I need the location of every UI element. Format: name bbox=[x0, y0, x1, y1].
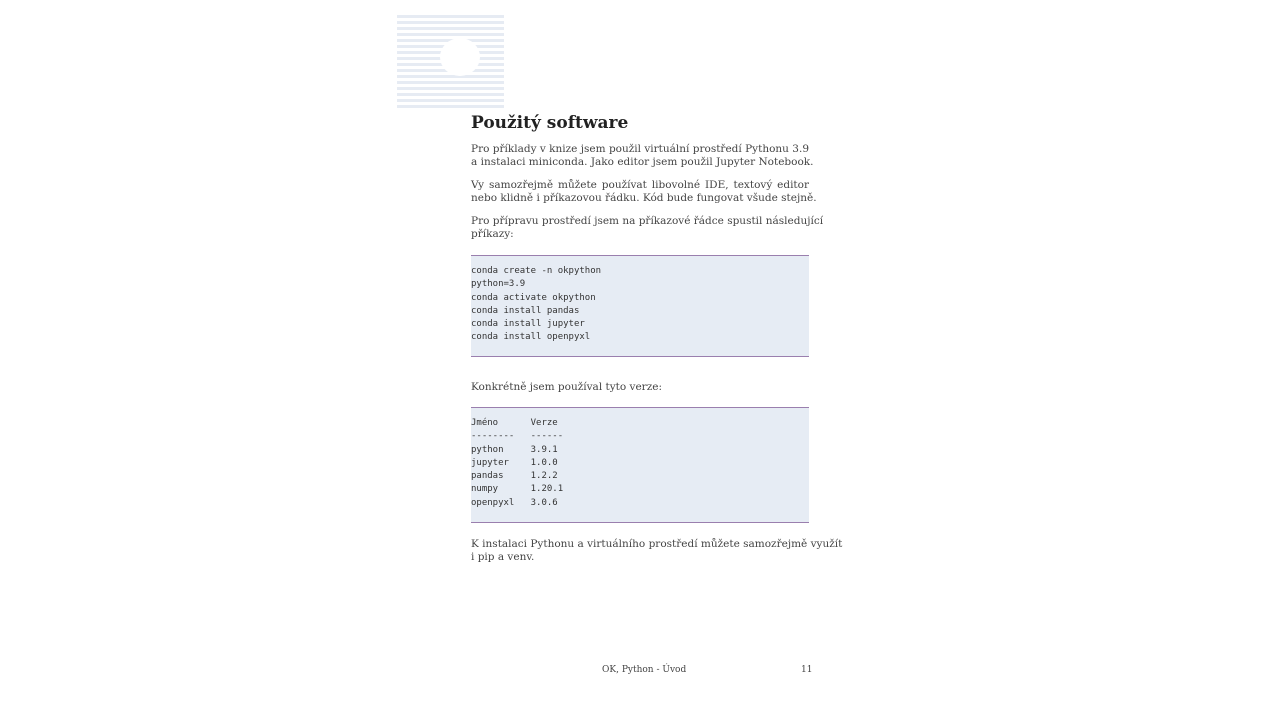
footer-title: OK, Python - Úvod bbox=[602, 665, 687, 675]
page-title: Použitý software bbox=[471, 113, 629, 133]
code-line: python=3.9 bbox=[471, 279, 526, 290]
code-line: conda activate okpython bbox=[471, 292, 596, 303]
code-line: Jméno Verze bbox=[471, 418, 558, 428]
paragraph-3 bbox=[471, 215, 824, 241]
versions-intro bbox=[471, 381, 809, 394]
text-line: Pro přípravu prostředí jsem na příkazové řádce spustil následující bbox=[471, 215, 824, 227]
code-line: numpy 1.20.1 bbox=[471, 484, 564, 495]
page-number: 11 bbox=[801, 665, 813, 675]
code-block-versions bbox=[471, 407, 809, 523]
closing-paragraph bbox=[471, 538, 843, 564]
code-line: conda install jupyter bbox=[471, 319, 585, 330]
code-block-commands bbox=[471, 255, 809, 357]
text-line: příkazy: bbox=[471, 228, 514, 240]
code-line: jupyter 1.0.0 bbox=[471, 457, 558, 468]
text-line: a instalaci miniconda. Jako editor jsem použil Jupyter Notebook. bbox=[471, 156, 814, 168]
paragraph-1 bbox=[471, 143, 814, 169]
paragraph-2 bbox=[471, 179, 817, 205]
text-line: K instalaci Pythonu a virtuálního prostředí můžete samozřejmě využít bbox=[471, 538, 843, 550]
code-line: conda install pandas bbox=[471, 305, 580, 316]
code-line: pandas 1.2.2 bbox=[471, 471, 558, 482]
text-line: nebo klidně i příkazovou řádku. Kód bude fungovat všude stejně. bbox=[471, 192, 817, 204]
text-line: Konkrétně jsem používal tyto verze: bbox=[471, 381, 662, 393]
text-line: i pip a venv. bbox=[471, 551, 535, 563]
code-line: openpyxl 3.0.6 bbox=[471, 497, 558, 508]
logo-watermark-circle bbox=[440, 38, 480, 76]
text-line: Vy samozřejmě můžete používat libovolné IDE, textový editor bbox=[471, 179, 809, 191]
code-line: conda install openpyxl bbox=[471, 332, 591, 343]
code-line: python 3.9.1 bbox=[471, 444, 558, 455]
code-line: -------- ------ bbox=[471, 431, 564, 442]
text-line: Pro příklady v knize jsem použil virtuální prostředí Pythonu 3.9 bbox=[471, 143, 809, 155]
code-line: conda create -n okpython bbox=[471, 266, 602, 276]
